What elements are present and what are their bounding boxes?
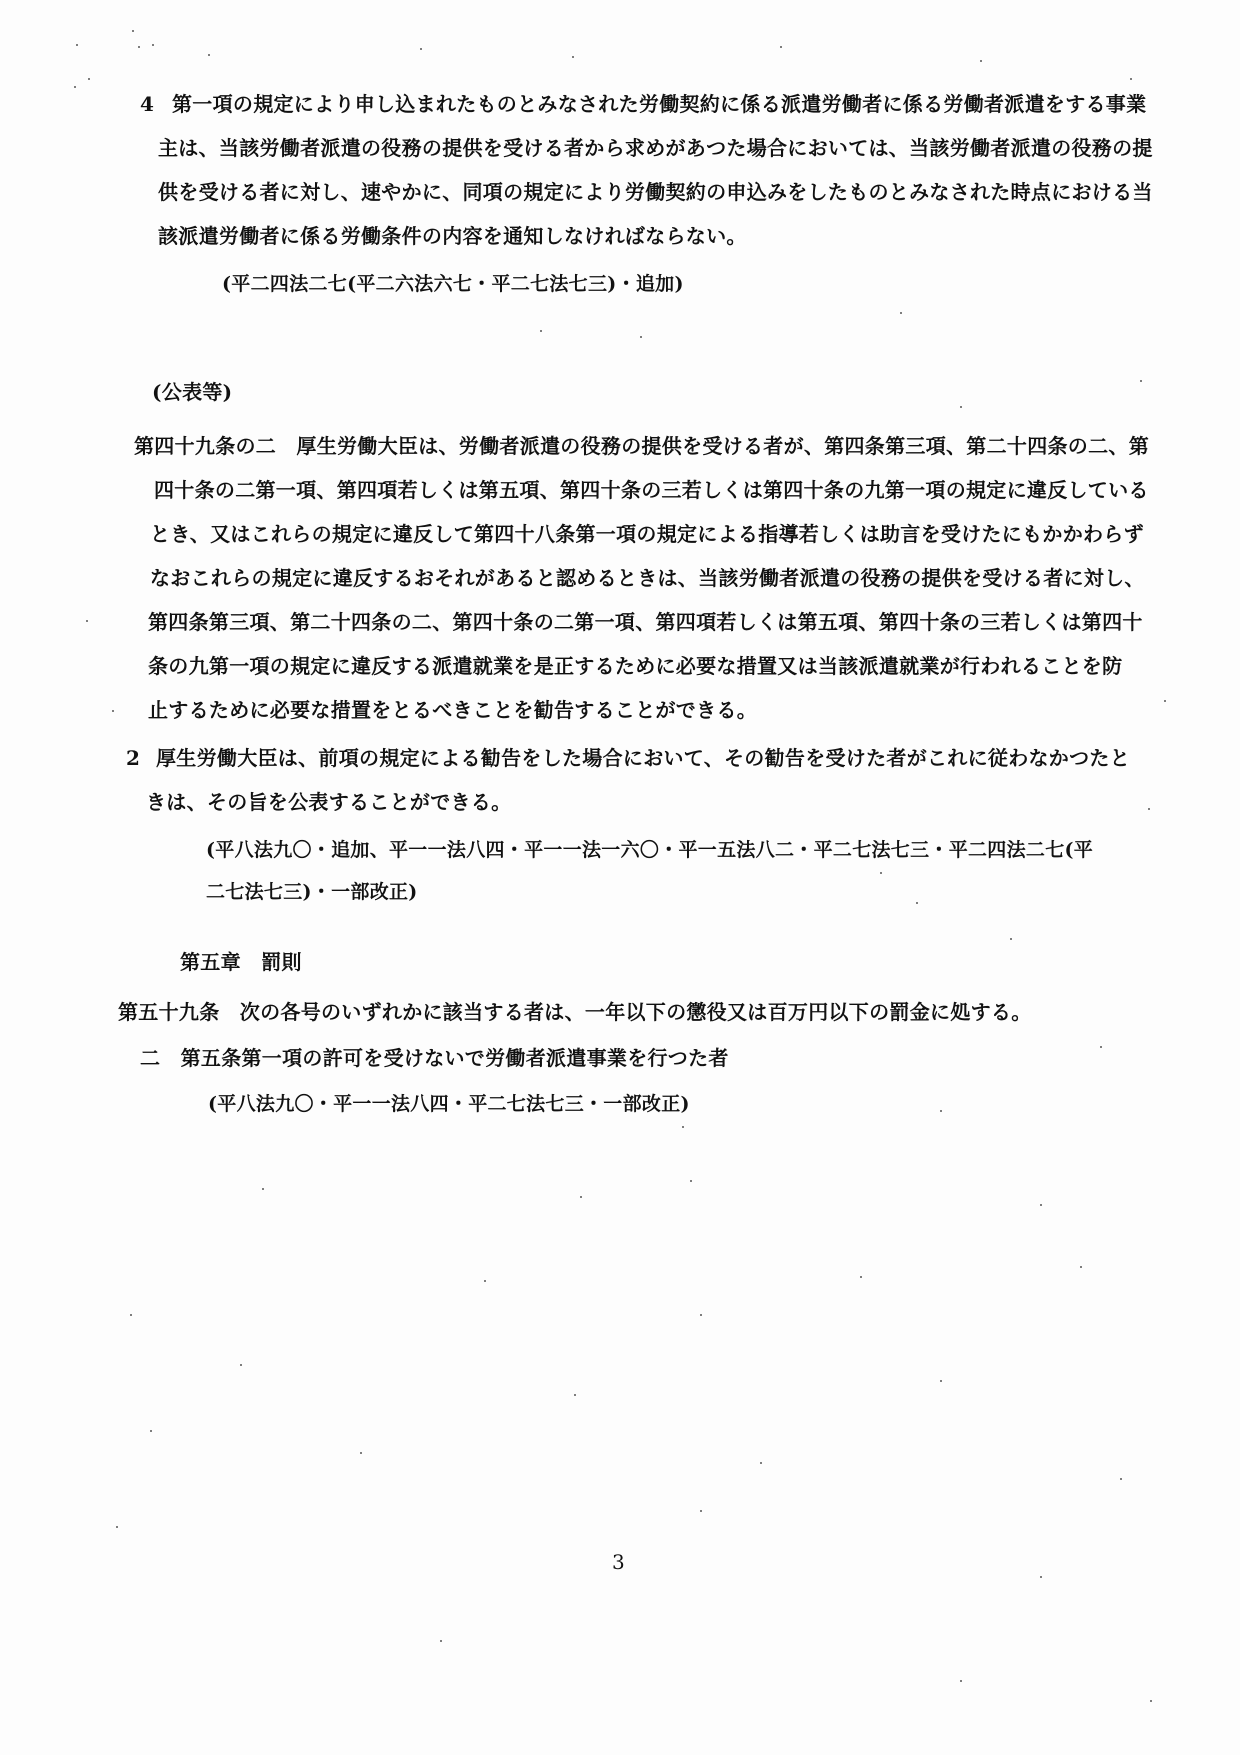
- section4-line: 第一項の規定により申し込まれたものとみなされた労働契約に係る派遣労働者に係る労働者派遣をする事業: [172, 92, 1147, 116]
- article-line: とき、又はこれらの規定に違反して第四十八条第一項の規定による指導若しくは助言を受けたにもかかわらず: [150, 522, 1144, 546]
- article-line: 第四十九条の二 厚生労働大臣は、労働者派遣の役務の提供を受ける者が、第四条第三項、第二十四条の二、第: [134, 434, 1149, 458]
- section4-line: 供を受ける者に対し、速やかに、同項の規定により労働契約の申込みをしたものとみなされた時点における当: [158, 180, 1153, 204]
- section4-line: 該派遣労働者に係る労働条件の内容を通知しなければならない。: [158, 224, 747, 248]
- paragraph-number: 4: [140, 92, 155, 116]
- article-line: 厚生労働大臣は、前項の規定による勧告をした場合において、その勧告を受けた者がこれに従わなかつたと: [156, 746, 1130, 770]
- article-line: 四十条の二第一項、第四項若しくは第五項、第四十条の三若しくは第四十条の九第一項の規定に違反している: [154, 478, 1149, 502]
- article-line: 第四条第三項、第二十四条の二、第四十条の二第一項、第四項若しくは第五項、第四十条の三若しくは第四十: [148, 610, 1143, 634]
- section4-line: 主は、当該労働者派遣の役務の提供を受ける者から求めがあつた場合においては、当該労働者派遣の役務の提: [158, 136, 1153, 160]
- article-line: 第五十九条 次の各号のいずれかに該当する者は、一年以下の懲役又は百万円以下の罰金に処する。: [118, 1000, 1032, 1024]
- amendment-note: (平二四法二七(平二六法六七・平二七法七三)・追加): [222, 273, 684, 295]
- item-line: 二 第五条第一項の許可を受けないで労働者派遣事業を行つた者: [140, 1046, 729, 1070]
- paragraph-number: 2: [126, 746, 141, 770]
- amendment-note: 二七法七三)・一部改正): [206, 881, 418, 903]
- article-line: きは、その旨を公表することができる。: [146, 790, 512, 814]
- chapter-title: 第五章 罰則: [180, 950, 302, 974]
- amendment-note: (平八法九〇・平一一法八四・平二七法七三・一部改正): [208, 1093, 690, 1115]
- article-line: 止するために必要な措置をとるべきことを勧告することができる。: [148, 698, 757, 722]
- article-heading: (公表等): [152, 380, 233, 404]
- amendment-note: (平八法九〇・追加、平一一法八四・平一一法一六〇・平一五法八二・平二七法七三・平二四法二七(平: [206, 839, 1094, 861]
- article-line: なおこれらの規定に違反するおそれがあると認めるときは、当該労働者派遣の役務の提供を受ける者に対し、: [150, 566, 1145, 590]
- page-number: 3: [612, 1550, 625, 1574]
- article-line: 条の九第一項の規定に違反する派遣就業を是正するために必要な措置又は当該派遣就業が行われることを防: [148, 654, 1123, 678]
